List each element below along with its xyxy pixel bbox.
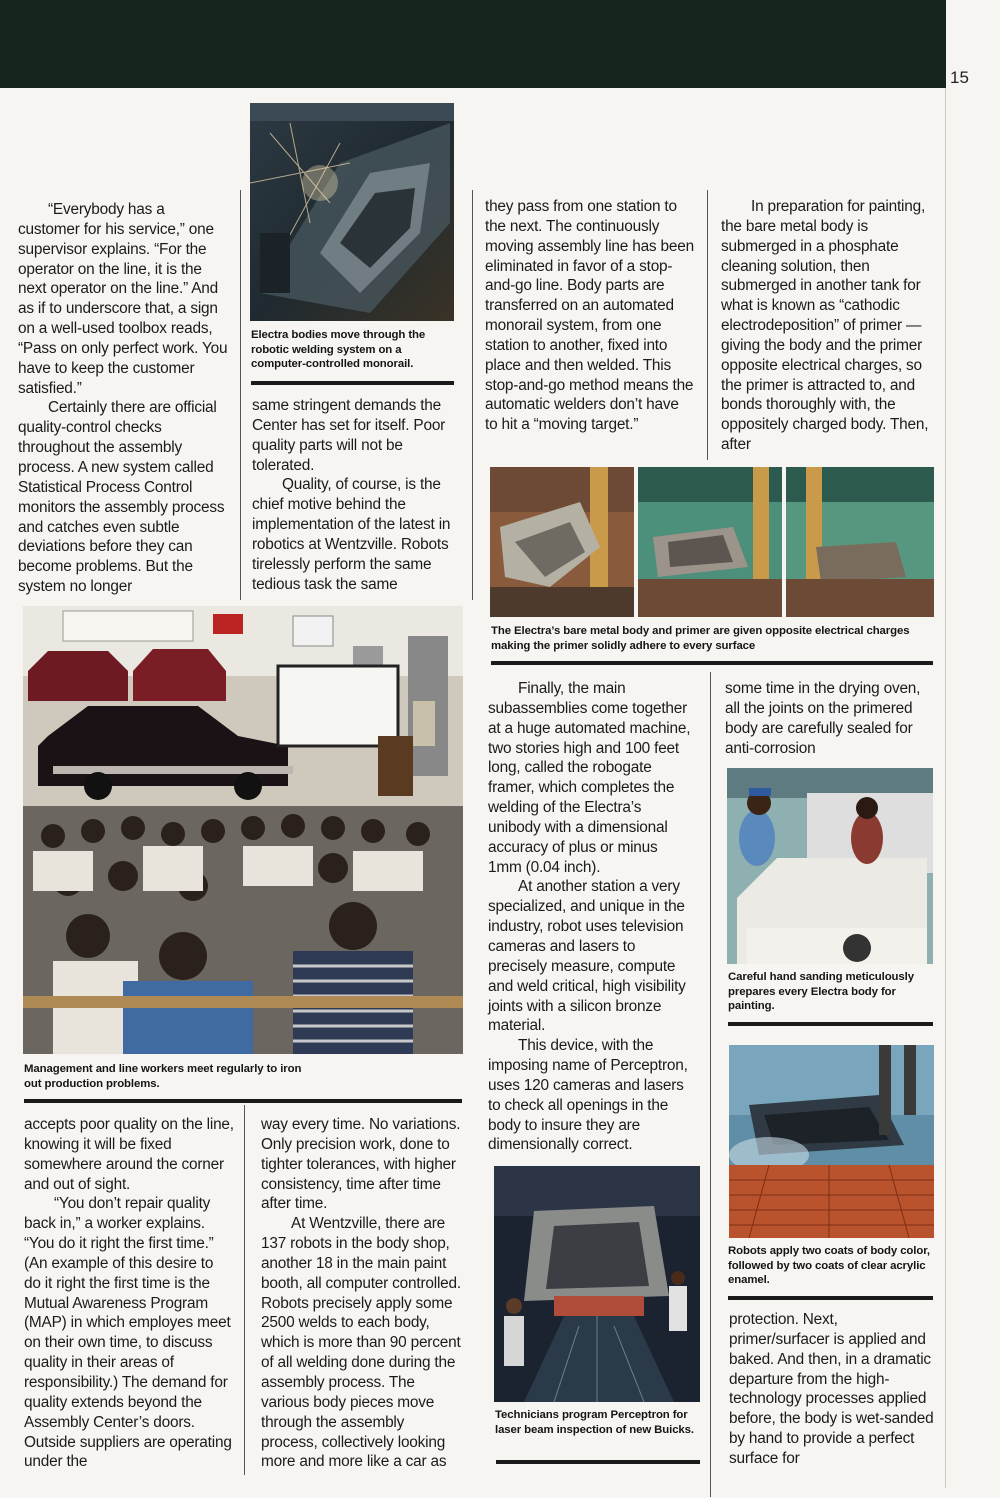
caption-rule xyxy=(24,1099,462,1103)
meeting-photo xyxy=(23,606,463,1054)
paragraph: some time in the drying oven, all the joints on the primered body are carefully sealed for anti-corrosion xyxy=(725,680,921,757)
sanding-photo xyxy=(727,768,933,964)
paragraph: Quality, of course, is the chief motive behind the implementation of the latest in robotics at Wentzville. Robots tirelessly perform the same tedious task the same xyxy=(252,476,451,593)
paragraph: This device, with the imposing name of Perceptron, uses 120 cameras and lasers to check all openings in the body to insure they are dimensionally correct. xyxy=(488,1037,688,1154)
caption-rule xyxy=(728,1022,933,1026)
paragraph: At Wentzville, there are 137 robots in the body shop, another 18 in the main paint booth, all computer controlled. Robots precisely apply some 2500 welds to each body, which is more than 90 percent of all welding done during the assembly process. The various body pieces move through the assembly process, collectively looking more and more like a car as xyxy=(261,1215,461,1471)
primer-caption: The Electra’s bare metal body and primer are given opposite electrical charges making the primer solidly adhere to every surface xyxy=(491,625,910,652)
paragraph: same stringent demands the Center has set for itself. Poor quality parts will not be tolerated. xyxy=(252,397,446,474)
paragraph: they pass from one station to the next. The continuously moving assembly line has been eliminated in favor of a stop-and-go line. Body parts are transferred on an automated monorail system, from one station to another, fixed into place and then welded. This stop-and-go method means the automatic welders don’t have to hit a “moving target.” xyxy=(485,198,694,434)
paragraph: way every time. No variations. Only precision work, done to tighter tolerances, with higher consistency, time after time after time. xyxy=(261,1116,461,1213)
column-divider xyxy=(240,190,241,600)
paragraph: “You don’t repair quality back in,” a worker explains. “You do it right the first time.” (An example of this desire to do it right the first time is the Mutual Awareness Program (MAP) in which employes meet on their own time, to discuss quality in their areas of responsibility.) The demand for quality extends beyond the Assembly Center’s doors. Outside suppliers are operating under the xyxy=(24,1195,232,1471)
primer-photo-strip xyxy=(490,467,934,617)
column-divider xyxy=(472,190,473,600)
perceptron-photo xyxy=(494,1166,700,1402)
column-2-top xyxy=(252,396,457,594)
column-divider xyxy=(710,672,711,1497)
column-2-bottom xyxy=(261,1115,464,1472)
column-divider xyxy=(244,1105,245,1475)
paragraph: Finally, the main subassemblies come together at a huge automated machine, two stories high and 100 feet long, called the robogate framer, which completes the welding of the Electra’s unibody with a dimensional accuracy of plus or minus 1mm (0.04 inch). xyxy=(488,680,691,876)
welding-caption: Electra bodies move through the robotic welding system on a computer-controlled monorail. xyxy=(251,329,426,371)
column-4-top xyxy=(721,197,931,455)
column-4-middle xyxy=(725,679,933,758)
robots-caption: Robots apply two coats of body color, followed by two coats of clear acrylic enamel. xyxy=(728,1245,930,1287)
page-number: 15 xyxy=(950,68,969,87)
meeting-caption: Management and line workers meet regularly to iron out production problems. xyxy=(24,1063,302,1090)
perceptron-caption: Technicians program Perceptron for laser beam inspection of new Buicks. xyxy=(495,1409,694,1436)
caption-rule xyxy=(251,381,454,385)
column-3-top xyxy=(485,197,695,435)
column-divider xyxy=(707,190,708,460)
sanding-caption: Careful hand sanding meticulously prepares every Electra body for painting. xyxy=(728,971,914,1013)
paragraph: In preparation for painting, the bare metal body is submerged in a phosphate cleaning solution, then submerged in another tank for what is known as “cathodic electrodeposition” of primer — giving the body and the primer opposite electrical charges, so the primer is attracted to, and bonds thoroughly with, the oppositely charged body. Then, after xyxy=(721,198,929,454)
column-1-bottom xyxy=(24,1115,234,1472)
header-band xyxy=(0,0,946,88)
paragraph: Certainly there are official quality-control checks throughout the assembly process. A new system called Statistical Process Control monitors the assembly process and catches even subtle deviations before they can become problems. But the system no longer xyxy=(18,399,225,596)
paragraph: At another station a very specialized, and unique in the industry, robot uses television cameras and lasers to precisely measure, compute and weld critical, high visibility joints with a silicon bronze material. xyxy=(488,878,686,1035)
page-edge-line xyxy=(945,88,946,1488)
column-4-bottom xyxy=(729,1310,935,1469)
welding-photo xyxy=(250,103,454,321)
column-3-middle xyxy=(488,679,694,1155)
paragraph: “Everybody has a customer for his service,” one supervisor explains. “For the operator on the line, it is the next operator on the line.” And as if to underscore that, a sign on a well-used toolbox reads, “Pass on only perfect work. You have to keep the customer satisfied.” xyxy=(18,201,228,397)
robot-painting-photo xyxy=(729,1045,934,1238)
caption-rule xyxy=(728,1296,933,1300)
column-1-top xyxy=(18,200,228,597)
paragraph: protection. Next, primer/surfacer is applied and baked. And then, in a dramatic departure from the high-technology processes applied before, the body is wet-sanded by hand to provide a perfect surface for xyxy=(729,1311,934,1467)
caption-rule xyxy=(496,1460,700,1464)
caption-rule xyxy=(491,661,933,665)
paragraph: accepts poor quality on the line, knowing it will be fixed somewhere around the corner and out of sight. xyxy=(24,1116,234,1193)
